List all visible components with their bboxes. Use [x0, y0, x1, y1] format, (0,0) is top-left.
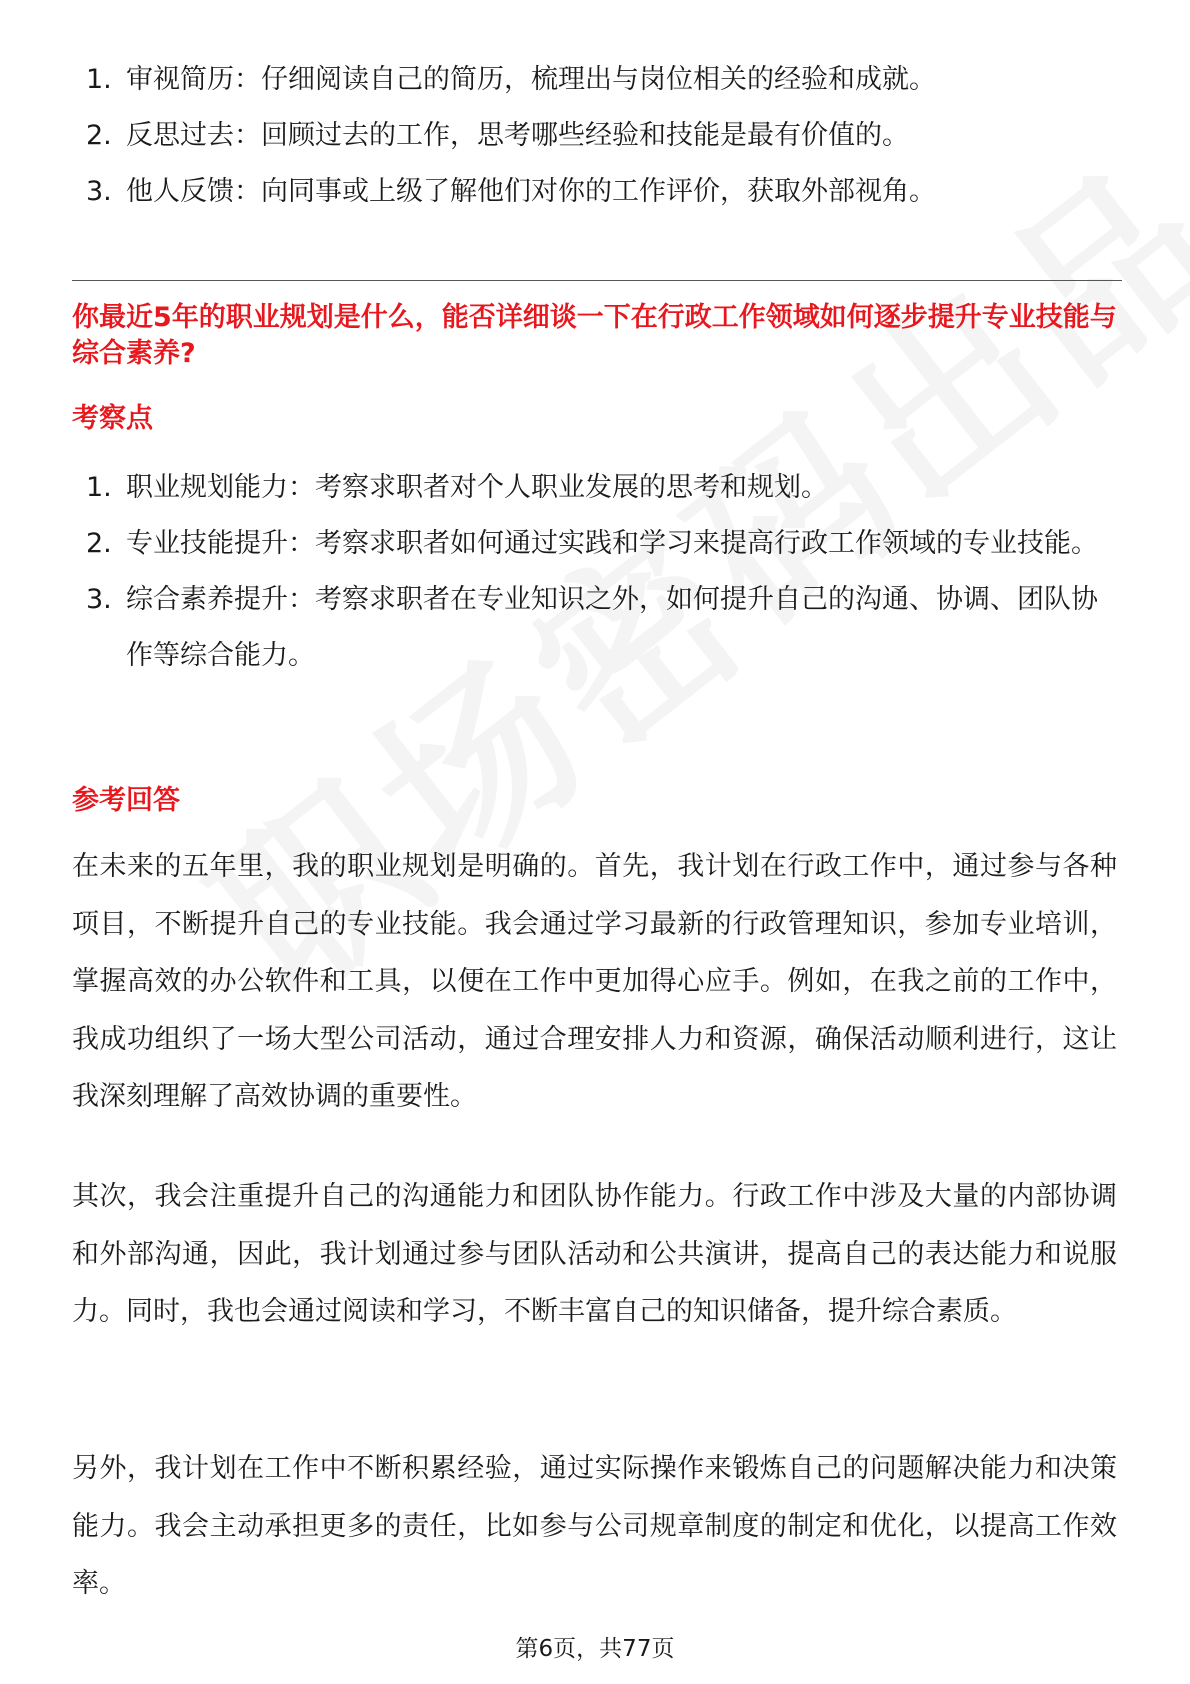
list-number: 1.	[86, 472, 112, 503]
list-number: 3.	[86, 176, 112, 207]
exam-points-list	[72, 460, 1112, 684]
list-text: 职业规划能力：考察求职者对个人职业发展的思考和规划。	[126, 472, 828, 503]
list-item	[72, 52, 1112, 108]
list-text: 综合素养提升：考察求职者在专业知识之外，如何提升自己的沟通、协调、团队协作等综合能力。	[126, 584, 1098, 671]
page-footer: 第6页，共77页	[515, 1636, 675, 1662]
list-text: 审视简历：仔细阅读自己的简历，梳理出与岗位相关的经验和成就。	[126, 64, 936, 95]
list-item	[72, 164, 1112, 220]
list-text: 专业技能提升：考察求职者如何通过实践和学习来提高行政工作领域的专业技能。	[126, 528, 1098, 559]
list-number: 2.	[86, 528, 112, 559]
list-item	[72, 460, 1112, 516]
list-item	[72, 108, 1112, 164]
list-text: 反思过去：回顾过去的工作，思考哪些经验和技能是最有价值的。	[126, 120, 909, 151]
list-item	[72, 516, 1112, 572]
answer-paragraph-3: 另外，我计划在工作中不断积累经验，通过实际操作来锻炼自己的问题解决能力和决策能力。我会主动承担更多的责任，比如参与公司规章制度的制定和优化，以提高工作效率。	[72, 1453, 1117, 1599]
list-text: 他人反馈：向同事或上级了解他们对你的工作评价，获取外部视角。	[126, 176, 936, 207]
section-divider	[72, 280, 1122, 281]
answer-paragraph-1: 在未来的五年里，我的职业规划是明确的。首先，我计划在行政工作中，通过参与各种项目，不断提升自己的专业技能。我会通过学习最新的行政管理知识，参加专业培训，掌握高效的办公软件和工具，以便在工作中更加得心应手。例如，在我之前的工作中，我成功组织了一场大型公司活动，通过合理安排人力和资源，确保活动顺利进行，这让我深刻理解了高效协调的重要性。	[72, 851, 1117, 1112]
list-number: 1.	[86, 64, 112, 95]
answer-paragraph-2: 其次，我会注重提升自己的沟通能力和团队协作能力。行政工作中涉及大量的内部协调和外部沟通，因此，我计划通过参与团队活动和公共演讲，提高自己的表达能力和说服力。同时，我也会通过阅读和学习，不断丰富自己的知识储备，提升综合素质。	[72, 1181, 1117, 1327]
top-list	[72, 52, 1112, 220]
list-item	[72, 572, 1112, 684]
exam-points-heading: 考察点	[72, 403, 153, 434]
question-heading: 你最近5年的职业规划是什么，能否详细谈一下在行政工作领域如何逐步提升专业技能与综合素养?	[72, 302, 1117, 369]
list-number: 3.	[86, 584, 112, 615]
list-number: 2.	[86, 120, 112, 151]
answer-heading: 参考回答	[72, 785, 180, 816]
